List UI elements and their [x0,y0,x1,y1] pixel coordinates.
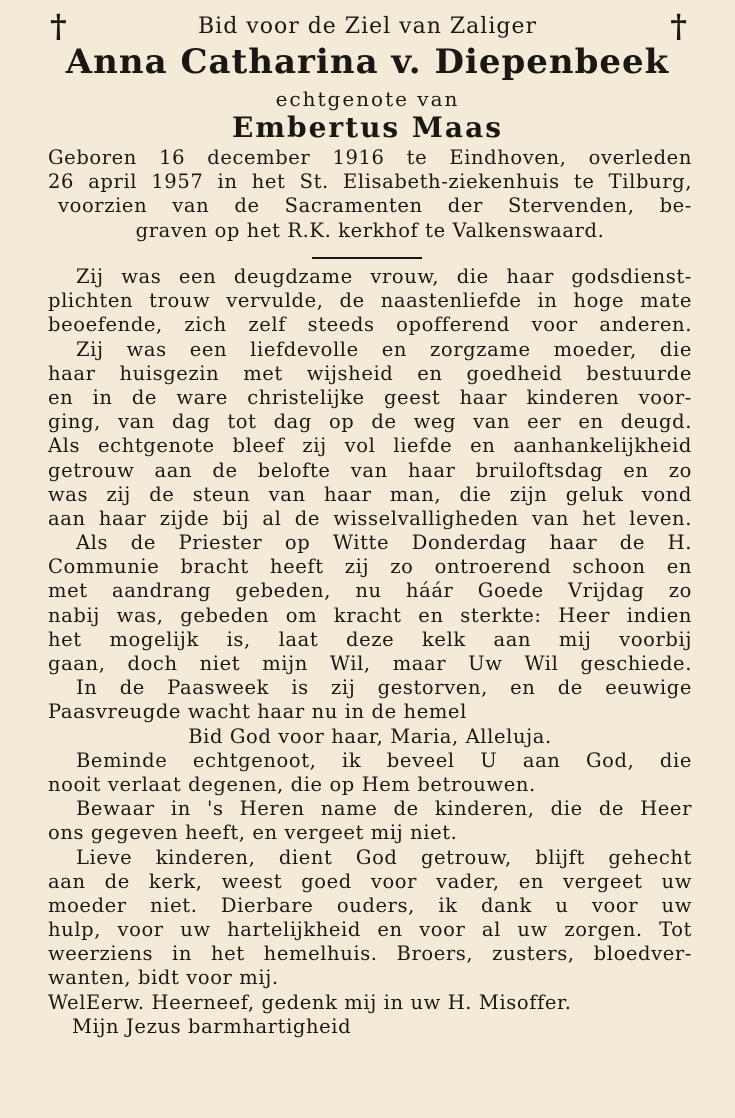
biography-line: graven op het R.K. kerkhof te Valkenswaard. [135,218,605,242]
cross-icon-right: † [670,7,687,45]
memorial-text [48,265,692,1039]
spouse-intro: echtgenote van [275,87,460,111]
text-line: wanten, bidt voor mij. [48,966,279,990]
text-line: Communie bracht heeft zij zo ontroerend schoon en [48,555,692,579]
biography-line: 26 april 1957 in het St. Elisabeth-ziekenhuis te Tilburg, [48,170,692,194]
text-line: Zij was een deugdzame vrouw, die haar godsdienst- [76,265,692,288]
text-line: WelEerw. Heerneef, gedenk mij in uw H. Misoffer. [48,990,572,1014]
text-line: Zij was een liefdevolle en zorgzame moeder, die [76,337,692,361]
text-line: Als de Priester op Witte Donderdag haar de H. [76,531,692,555]
deceased-name: Anna Catharina v. Diepenbeek [65,42,670,82]
text-line: Beminde echtgenoot, ik beveel U aan God, die [76,748,692,772]
text-line: moeder niet. Dierbare ouders, ik dank u voor uw [48,893,692,917]
text-line: Bewaar in 's Heren name de kinderen, die de Heer [76,797,692,821]
text-line: en in de ware christelijke geest haar kinderen voor- [48,385,692,409]
text-line: plichten trouw vervulde, de naastenliefde in hoge mate [48,289,692,313]
text-line: Paasvreugde wacht haar nu in de hemel [48,700,467,724]
text-line: Lieve kinderen, dient God getrouw, blijft gehecht [76,845,692,869]
spouse-name: Embertus Maas [232,111,503,144]
text-line: hulp, voor uw hartelijkheid en voor al uw zorgen. Tot [48,918,692,942]
text-line: het mogelijk is, laat deze kelk aan mij voorbij [48,627,692,651]
text-line: aan haar zijde bij al de wisselvalligheden van het leven. [48,506,692,530]
text-line: haar huisgezin met wijsheid en goedheid bestuurde [48,361,692,385]
text-line: getrouw aan de belofte van haar bruiloftsdag en zo [48,458,692,482]
text-line: met aandrang gebeden, nu háár Goede Vrijdag zo [48,579,692,603]
text-line: weerziens in het hemelhuis. Broers, zusters, bloedver- [48,942,692,966]
divider [312,257,422,259]
text-line: Bid God voor haar, Maria, Alleluja. [188,724,552,748]
text-line: nooit verlaat degenen, die op Hem betrouwen. [48,772,536,796]
biography-line: voorzien van de Sacramenten der Stervenden, be- [58,194,692,218]
text-line: was zij de steun van haar man, die zijn geluk vond [48,482,692,506]
text-line: Mijn Jezus barmhartigheid [72,1014,352,1038]
text-line: ging, van dag tot dag op de weg van eer en deugd. [48,410,692,434]
cross-icon-left: † [50,7,67,45]
text-line: ons gegeven heeft, en vergeet mij niet. [48,821,458,845]
text-line: In de Paasweek is zij gestorven, en de eeuwige [76,676,692,700]
text-line: gaan, doch niet mijn Wil, maar Uw Wil geschiede. [48,652,692,675]
biography [48,146,692,243]
text-line: Als echtgenote bleef zij vol liefde en aanhankelijkheid [48,434,692,458]
text-line: beoefende, zich zelf steeds opofferend voor anderen. [48,313,692,337]
biography-line: Geboren 16 december 1916 te Eindhoven, overleden [48,146,692,169]
card-intro: Bid voor de Ziel van Zaliger [198,14,537,39]
text-line: nabij was, gebeden om kracht en sterkte: Heer indien [48,603,692,627]
text-line: aan de kerk, weest goed voor vader, en vergeet uw [48,869,692,893]
